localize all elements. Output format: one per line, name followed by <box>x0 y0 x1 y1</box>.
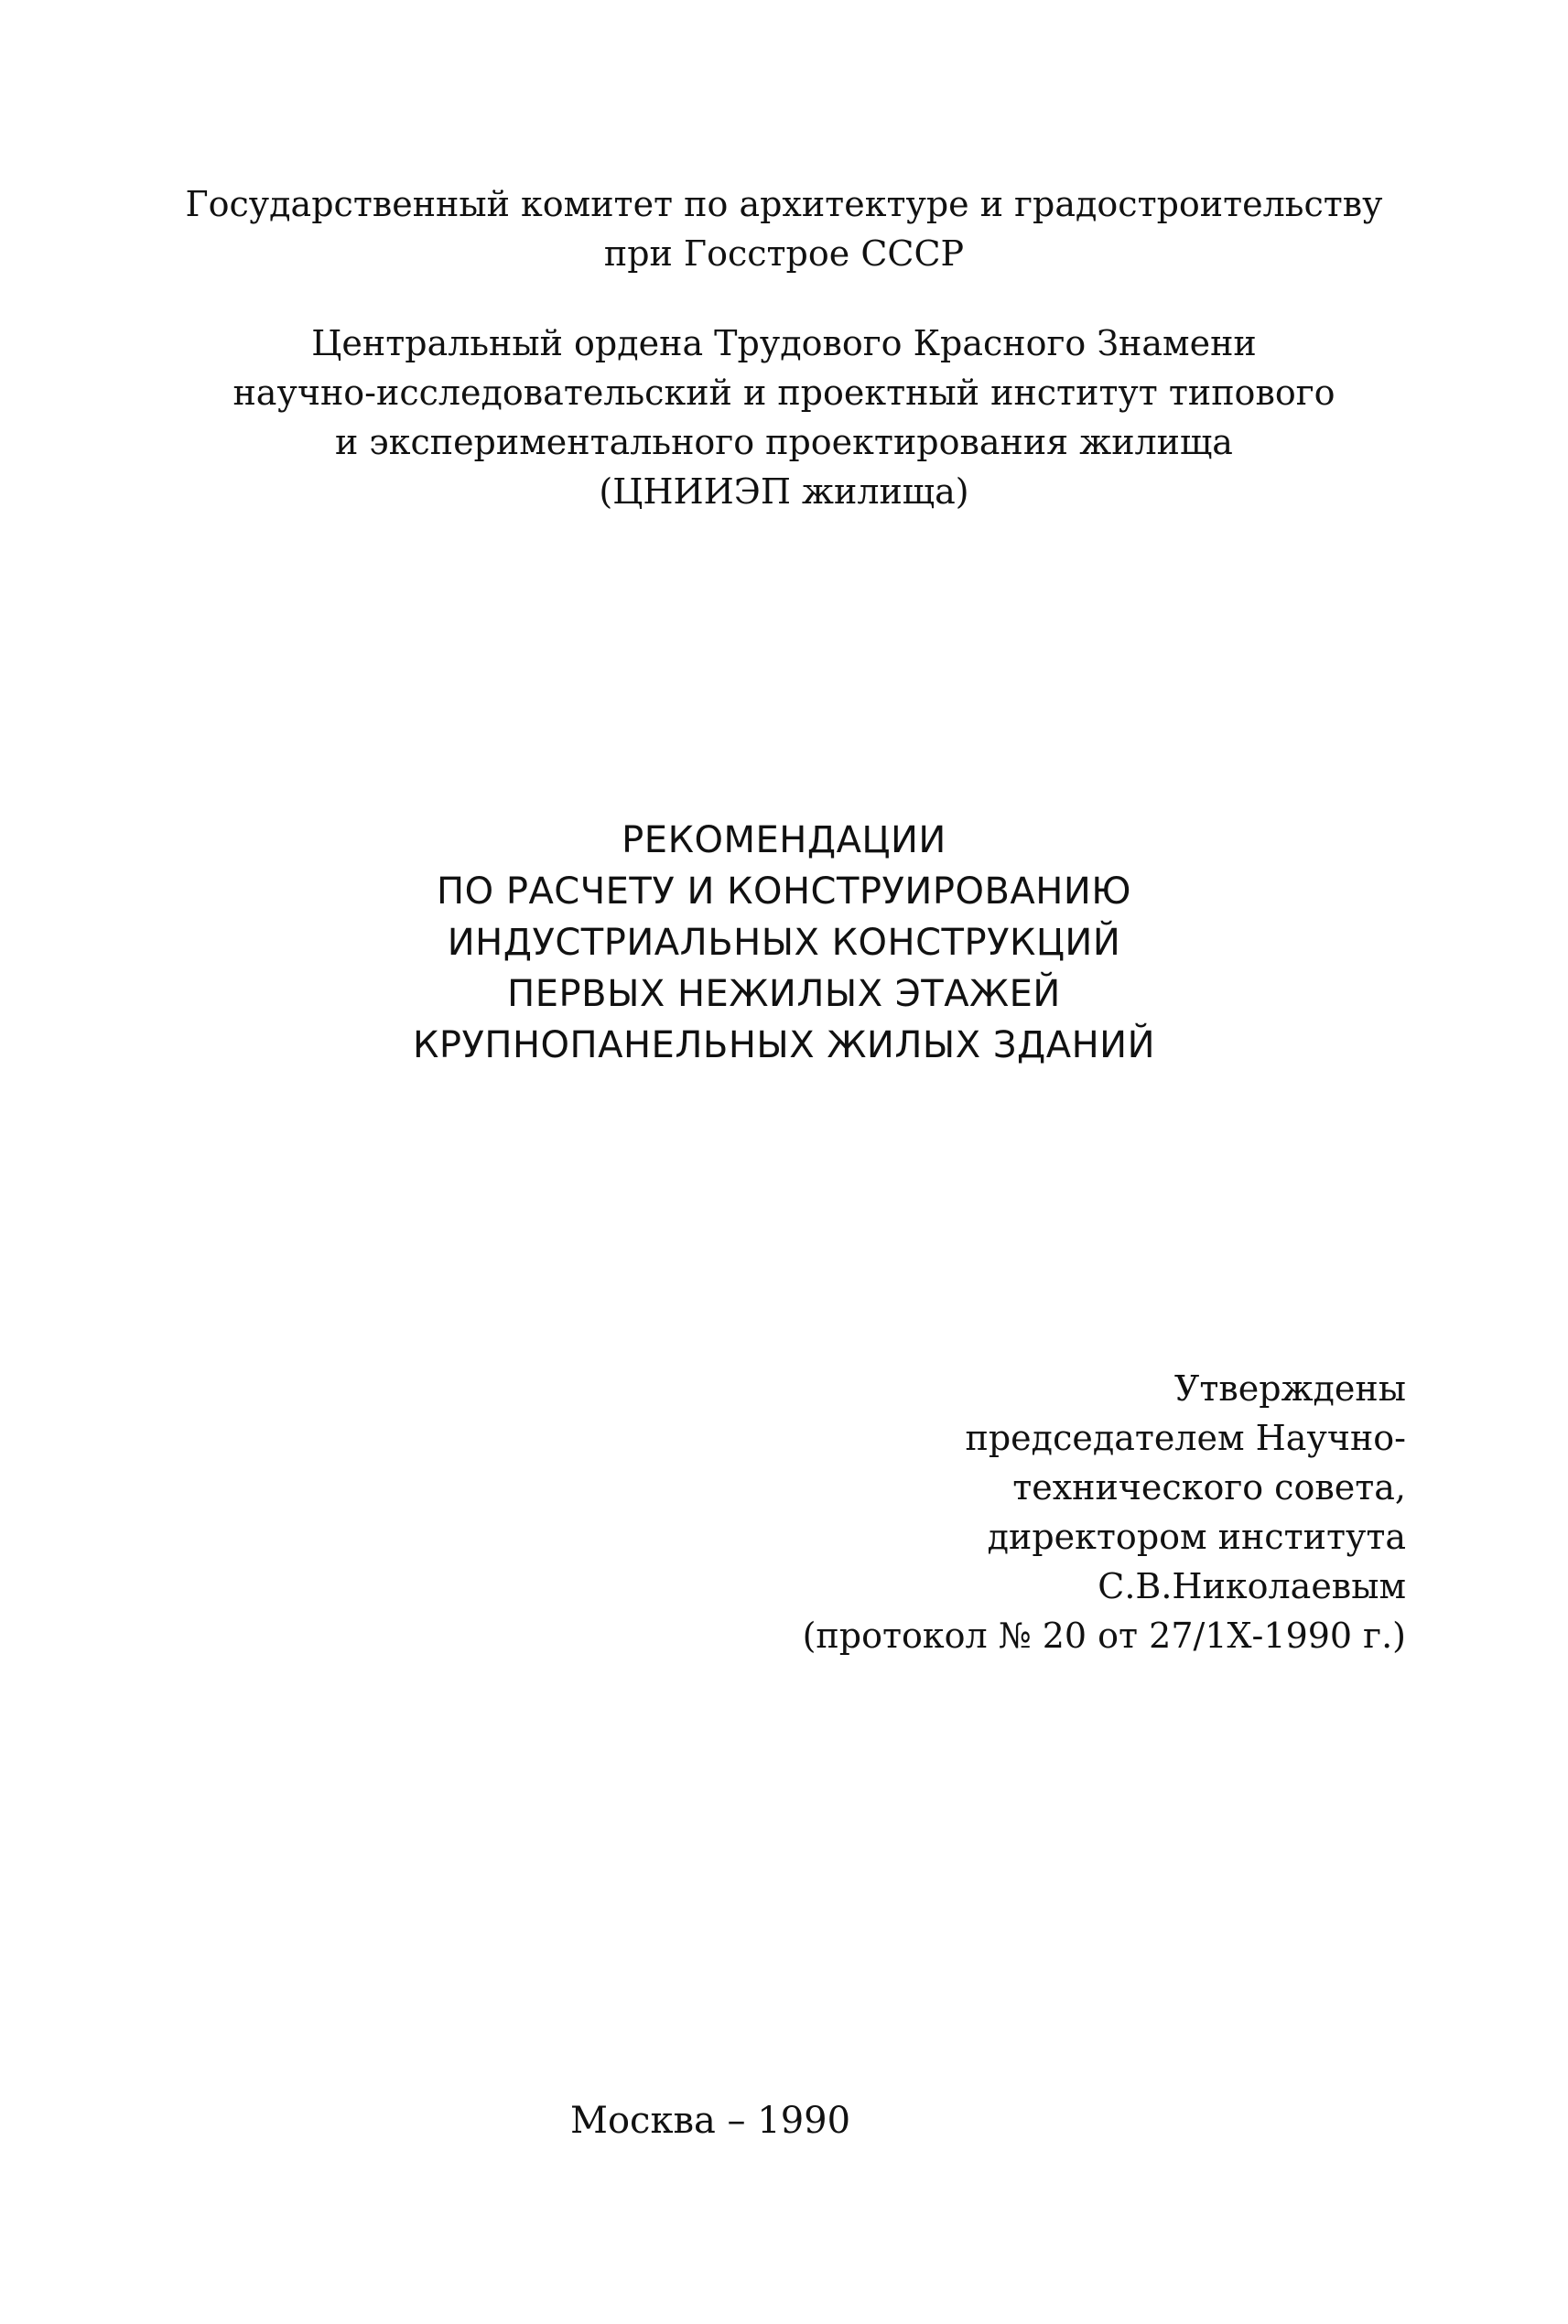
approval-note <box>803 1364 1406 1660</box>
institute-abbreviation: (ЦНИИЭП жилища) <box>599 471 969 512</box>
institute-header <box>0 319 1568 516</box>
institute-line: Центральный ордена Трудового Красного Знамени <box>311 323 1257 363</box>
institute-line: и экспериментального проектирования жилища <box>335 422 1233 462</box>
organization-line: при Госстрое СССР <box>603 233 965 274</box>
place-and-year: Москва – 1990 <box>570 2100 851 2142</box>
title-line: РЕКОМЕНДАЦИИ <box>622 819 946 861</box>
title-line: ПЕРВЫХ НЕЖИЛЫХ ЭТАЖЕЙ <box>507 973 1061 1015</box>
title-line: ПО РАСЧЕТУ И КОНСТРУИРОВАНИЮ <box>437 870 1131 913</box>
approval-line: председателем Научно- <box>965 1418 1406 1458</box>
approval-line: Утверждены <box>1173 1368 1406 1409</box>
organization-header <box>0 179 1568 278</box>
title-line: КРУПНОПАНЕЛЬНЫХ ЖИЛЫХ ЗДАНИЙ <box>412 1024 1155 1066</box>
document-title <box>0 815 1568 1071</box>
approval-line: директором института <box>987 1517 1406 1557</box>
approval-line: С.В.Николаевым <box>1098 1566 1406 1606</box>
approval-protocol: (протокол № 20 от 27/1Х-1990 г.) <box>802 1616 1406 1656</box>
title-line: ИНДУСТРИАЛЬНЫХ КОНСТРУКЦИЙ <box>447 922 1121 964</box>
organization-line: Государственный комитет по архитектуре и градостроительству <box>185 184 1383 224</box>
approval-line: технического совета, <box>1012 1467 1406 1508</box>
institute-line: научно-исследовательский и проектный институт типового <box>232 373 1336 413</box>
